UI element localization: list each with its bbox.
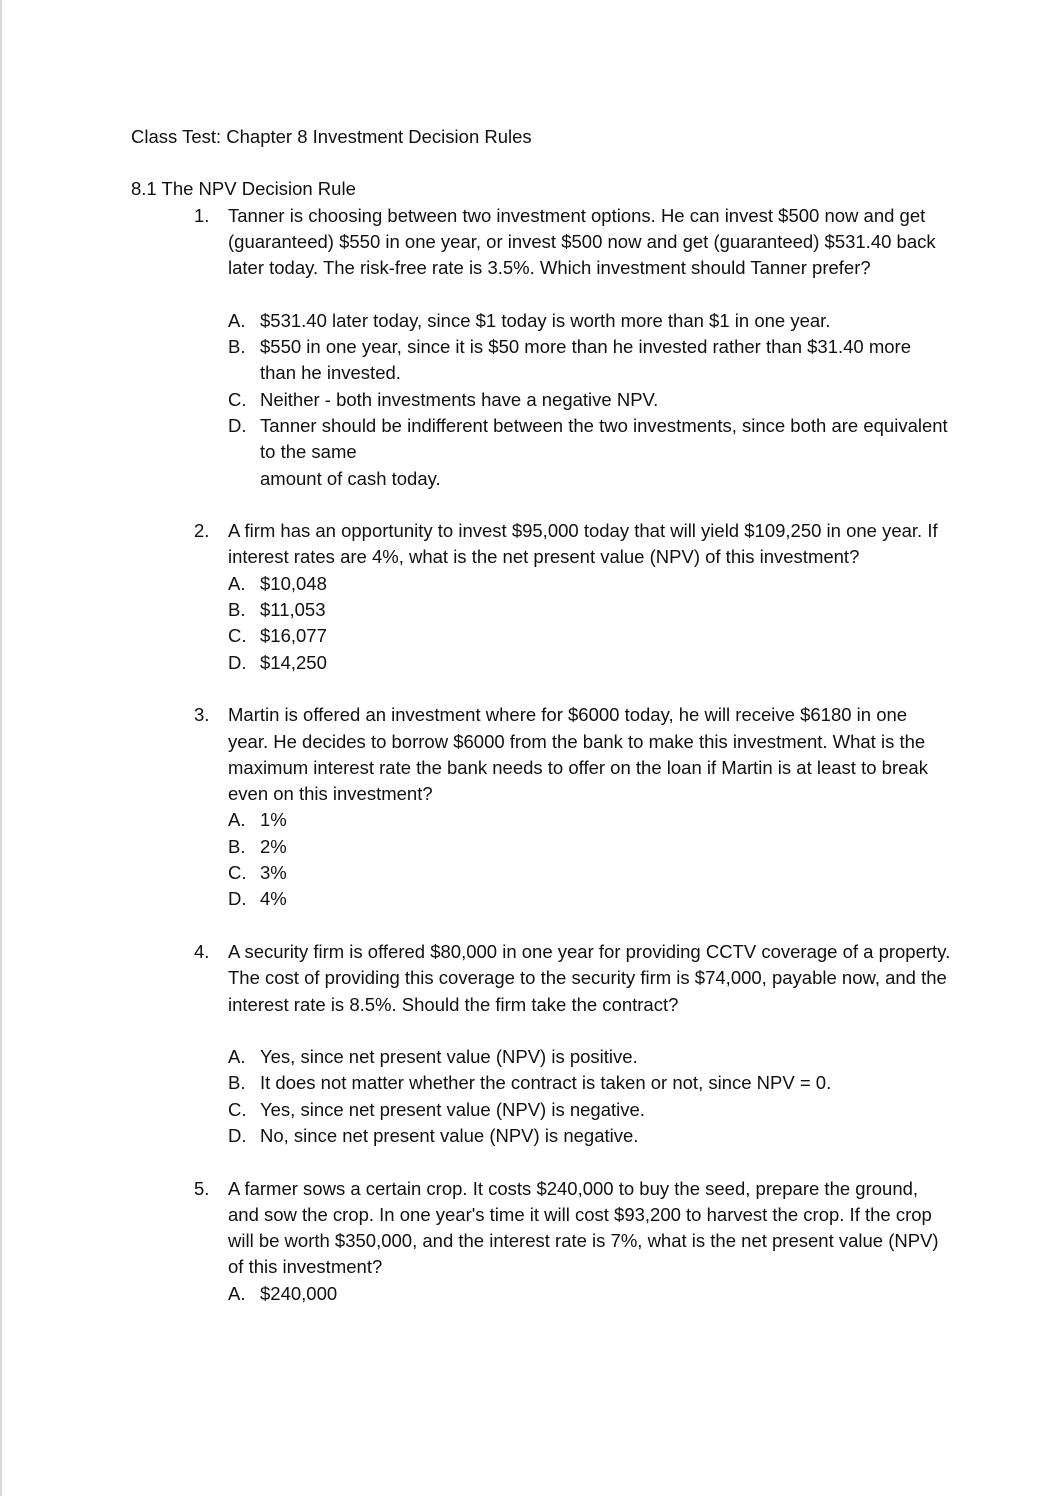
question-text: Tanner is choosing between two investment options. He can invest $500 now and get (guaranteed) $550 in one year, or invest $500 now and get (guaranteed) $531.40 back later today. The risk-free rate is 3.5%. Which investment should Tanner prefer? [228,204,936,279]
option-letter: C. [228,388,247,410]
page-edge [0,0,2,1496]
option-b [228,334,951,387]
answer-options [228,571,951,676]
question-text: A firm has an opportunity to invest $95,000 today that will yield $109,250 in one year. If interest rates are 4%, what is the net present value (NPV) of this investment? [228,520,938,568]
option-text: 4% [260,888,287,910]
question-text: A farmer sows a certain crop. It costs $240,000 to buy the seed, prepare the ground, and sow the crop. In one year's time it will cost $93,200 to harvest the crop. If the crop will be worth $350,000, and the interest rate is 7%, what is the net present value (NPV) of this investment? [228,1177,939,1278]
option-letter: C. [228,1098,247,1120]
option-text: $10,048 [260,572,327,594]
option-text: $11,053 [260,599,326,621]
option-letter: B. [228,835,246,857]
answer-options [228,308,951,492]
option-a [228,308,951,334]
question-1 [131,203,951,519]
option-text: Tanner should be indifferent between the two investments, since both are equivalent to the same [260,414,948,463]
option-b [228,834,951,860]
option-letter: D. [228,1124,247,1146]
option-b [228,597,951,623]
document-page [131,124,951,1307]
option-text: Yes, since net present value (NPV) is negative. [260,1098,645,1120]
question-number: 1. [194,204,210,226]
option-d [228,886,951,912]
option-c [228,1097,951,1123]
option-letter: A. [228,309,246,331]
option-a [228,571,951,597]
option-letter: B. [228,599,246,621]
answer-options [228,1281,951,1307]
option-d [228,650,951,676]
option-letter: C. [228,625,247,647]
option-letter: D. [228,651,247,673]
question-3 [131,702,951,939]
question-list [131,203,951,1307]
option-text: 2% [260,835,287,857]
option-text: $240,000 [260,1282,338,1304]
option-letter: A. [228,572,246,594]
option-a [228,1044,951,1070]
question-text: Martin is offered an investment where for $6000 today, he will receive $6180 in one year. He decides to borrow $6000 from the bank to make this investment. What is the maximum interest rate the bank needs to offer on the loan if Martin is at least to break even on this investment? [228,704,928,805]
option-d [228,1123,951,1149]
section-heading: 8.1 The NPV Decision Rule [131,178,356,200]
option-text: Yes, since net present value (NPV) is positive. [260,1046,638,1068]
question-number: 3. [194,704,210,726]
option-text: 1% [260,809,287,831]
question-number: 4. [194,940,210,962]
option-letter: C. [228,862,247,884]
question-5 [131,1176,951,1307]
question-2 [131,518,951,702]
option-d [228,413,951,492]
option-text: It does not matter whether the contract is taken or not, since NPV = 0. [260,1072,832,1094]
document-title: Class Test: Chapter 8 Investment Decision Rules [131,126,532,147]
option-c [228,387,951,413]
option-c [228,623,951,649]
question-text: A security firm is offered $80,000 in one year for providing CCTV coverage of a property. The cost of providing this coverage to the security firm is $74,000, payable now, and the interest rate is 8.5%. Should the firm take the contract? [228,940,951,1015]
option-letter: D. [228,888,247,910]
option-a [228,1281,951,1307]
option-c [228,860,951,886]
option-letter: A. [228,1046,246,1068]
option-letter: A. [228,1282,246,1304]
option-letter: B. [228,1072,246,1094]
option-b [228,1070,951,1096]
question-number: 5. [194,1177,210,1199]
option-text: $550 in one year, since it is $50 more than he invested rather than $31.40 more than he invested. [260,336,911,384]
option-text: $14,250 [260,651,327,673]
option-text-continued: amount of cash today. [260,467,441,489]
option-text: No, since net present value (NPV) is negative. [260,1124,639,1146]
option-letter: B. [228,336,246,358]
option-a [228,807,951,833]
answer-options [228,1044,951,1149]
option-text: 3% [260,862,287,884]
option-text: $531.40 later today, since $1 today is worth more than $1 in one year. [260,309,831,331]
question-4 [131,939,951,1176]
question-number: 2. [194,520,210,542]
option-text: Neither - both investments have a negative NPV. [260,388,659,410]
answer-options [228,807,951,912]
option-letter: D. [228,414,247,436]
option-letter: A. [228,809,246,831]
option-text: $16,077 [260,625,327,647]
